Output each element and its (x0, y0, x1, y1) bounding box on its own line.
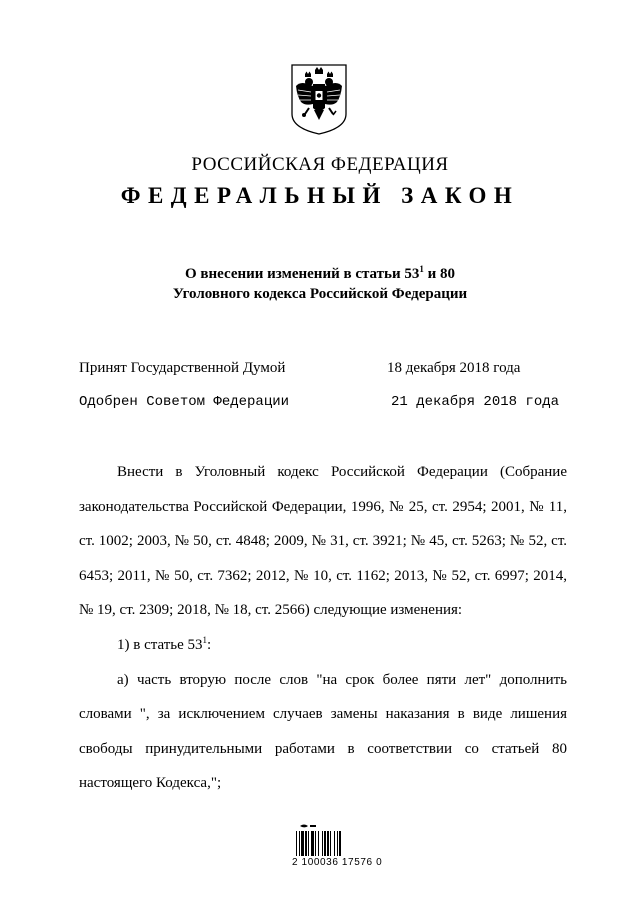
duma-adoption-date: 18 декабря 2018 года (387, 360, 521, 376)
item-1-suffix: : (207, 636, 212, 653)
intro-paragraph: Внести в Уголовный кодекс Российской Федерации (Собрание законодательства Российской Федерации, 1996, № 25, ст. 2954; 2001, № 11, ст. 1002; 2003, № 50, ст. 4848; 2009, № 31, ст. 3921; № 45, ст. 5263; № 52, ст. 6453; 2011, № 50, ст. 7362; 2012, № 10, ст. 1162; 2013, № 52, ст. 6997; 2014, № 19, ст. 2309; 2018, № 18, ст. 2566) следующие изменения: (79, 464, 567, 619)
duma-adoption-label: Принят Государственной Думой (79, 360, 286, 376)
law-title-line2: Уголовного кодекса Российской Федерации (172, 286, 468, 302)
law-title-line1 (0, 264, 640, 284)
title-text: О внесении изменений в статьи 53 (184, 266, 420, 282)
council-approval-label: Одобрен Советом Федерации (79, 394, 290, 410)
law-body (79, 455, 567, 801)
item-1-text: 1) в статье 53 (117, 636, 203, 653)
barcode-icon (294, 822, 374, 858)
council-approval-date: 21 декабря 2018 года (391, 394, 560, 410)
item-1 (79, 628, 567, 663)
barcode-number: 2 100036 17576 0 (292, 857, 383, 868)
russian-coat-of-arms-icon (287, 62, 351, 136)
document-type-heading: ФЕДЕРАЛЬНЫЙ ЗАКОН (120, 183, 520, 208)
item-1-superscript: 1 (202, 634, 208, 645)
title-text-suffix: и 80 (423, 266, 455, 282)
law-title (0, 264, 640, 304)
item-a: а) часть вторую после слов "на срок более пяти лет" дополнить словами ", за исключением случаев замены наказания в виде лишения свободы принудительными работами в соответствии со статьей 80 настоящего Кодекса,"; (79, 671, 567, 792)
title-superscript: 1 (419, 264, 424, 274)
country-heading: РОССИЙСКАЯ ФЕДЕРАЦИЯ (191, 154, 449, 175)
